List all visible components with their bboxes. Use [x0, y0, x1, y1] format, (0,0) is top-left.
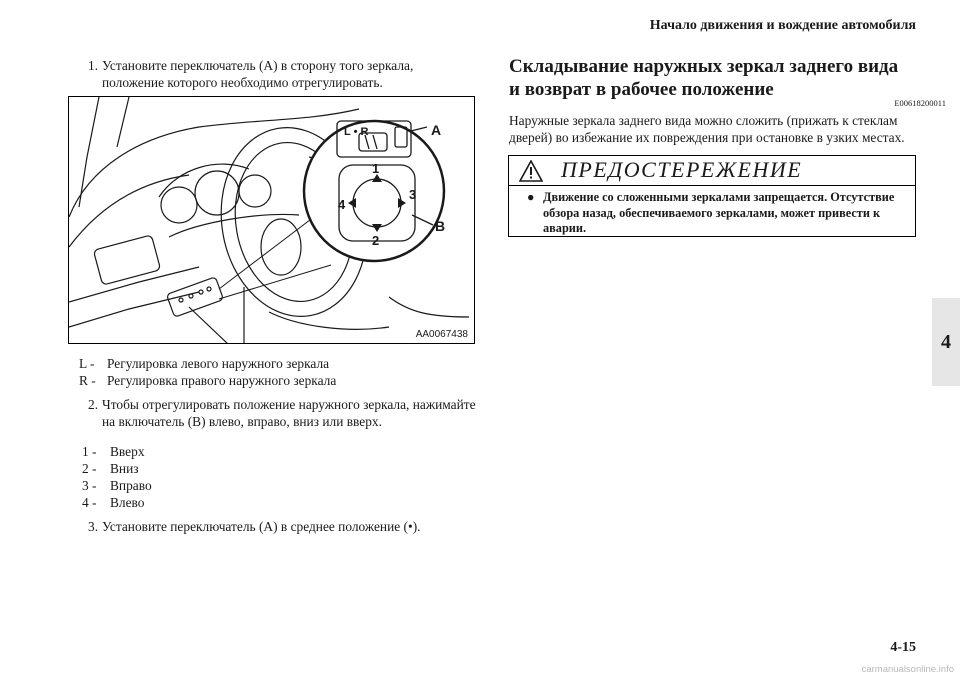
running-header: Начало движения и вождение автомобиля — [649, 18, 916, 33]
warning-text: Движение со сложенными зеркалами запрещается. Отсутствие обзора назад, обеспечиваемого зеркалами, может привести к аварии. — [543, 190, 895, 235]
step-number: 3. — [88, 519, 99, 534]
legend-text: Вверх — [110, 444, 145, 459]
step-text: Установите переключатель (A) в среднее положение (•). — [102, 519, 421, 534]
legend-row — [82, 443, 152, 460]
legend-key: 4 - — [82, 495, 97, 510]
legend-row — [82, 494, 152, 511]
switch-label-lr: L • R — [344, 126, 369, 138]
step-1 — [88, 57, 468, 91]
label-a: A — [431, 122, 442, 138]
legend-text: Вправо — [110, 478, 152, 493]
warning-title: ПРЕДОСТЕРЕЖЕНИЕ — [561, 157, 803, 182]
step-2 — [88, 396, 478, 430]
legend-row — [79, 355, 336, 372]
page-number: 4-15 — [890, 640, 916, 655]
legend-key: L - — [79, 356, 95, 371]
legend-row — [82, 460, 152, 477]
label-4: 4 — [338, 197, 346, 212]
dashboard-drawing — [69, 97, 475, 344]
label-2: 2 — [372, 233, 380, 248]
warning-triangle-icon — [519, 160, 543, 182]
chapter-tab: 4 — [932, 298, 960, 386]
legend-key: 2 - — [82, 461, 97, 476]
warning-header — [509, 156, 915, 186]
step-number: 2. — [88, 397, 99, 412]
legend-directions — [82, 443, 152, 511]
section-title-line-2: и возврат в рабочее положение — [509, 79, 774, 100]
bullet-icon: ● — [527, 190, 535, 204]
label-1: 1 — [372, 161, 380, 176]
section-code: E00618200011 — [894, 98, 946, 108]
figure-code: AA0067438 — [415, 329, 468, 340]
legend-key: R - — [79, 373, 96, 388]
legend-key: 1 - — [82, 444, 97, 459]
warning-body — [527, 190, 907, 237]
warning-box — [508, 155, 916, 237]
watermark: carmanualsonline.info — [861, 664, 954, 675]
section-title — [509, 55, 929, 101]
section-title-line-1: Складывание наружных зеркал заднего вида — [509, 56, 899, 77]
step-3 — [88, 518, 478, 535]
step-number: 1. — [88, 58, 99, 73]
step-text: Чтобы отрегулировать положение наружного зеркала, нажимайте на включатель (B) влево, вправо, вниз или вверх. — [102, 397, 476, 429]
legend-key: 3 - — [82, 478, 97, 493]
legend-text: Регулировка правого наружного зеркала — [107, 373, 337, 388]
legend-row — [82, 477, 152, 494]
legend-text: Регулировка левого наружного зеркала — [107, 356, 330, 371]
legend-row — [79, 372, 336, 389]
legend-text: Вниз — [110, 461, 139, 476]
mirror-switch-illustration — [68, 96, 475, 344]
label-3: 3 — [409, 187, 417, 202]
label-b: B — [435, 218, 446, 234]
legend-text: Влево — [110, 495, 145, 510]
section-intro: Наружные зеркала заднего вида можно сложить (прижать к стеклам дверей) во избежание их повреждения при остановке в узких местах. — [509, 113, 905, 145]
legend-lr — [79, 355, 336, 389]
step-text: Установите переключатель (A) в сторону того зеркала, положение которого необходимо отрегулировать. — [102, 58, 414, 90]
